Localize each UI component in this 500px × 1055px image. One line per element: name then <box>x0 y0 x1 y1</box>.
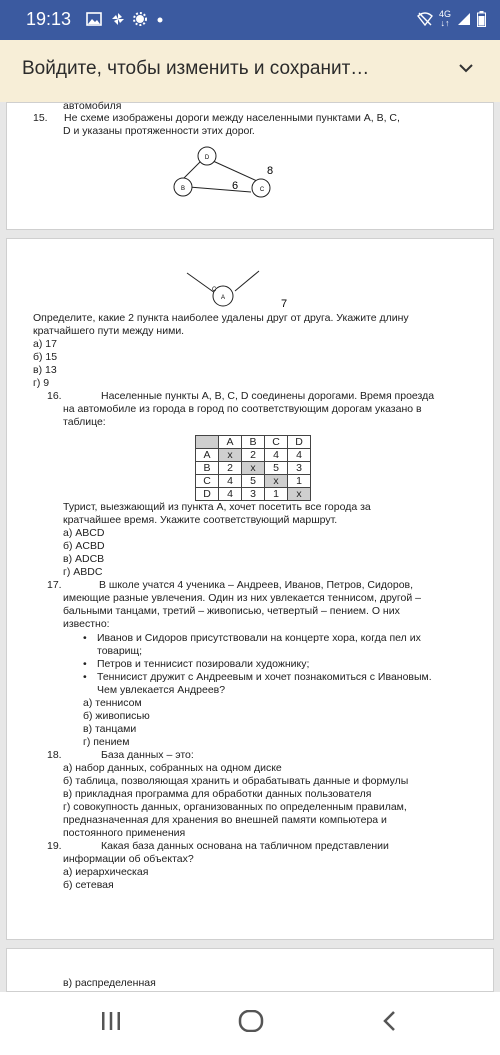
table-cell: x <box>288 488 311 501</box>
text-line: автомобиля <box>63 100 122 112</box>
question-text: Чем увлекается Андреев? <box>97 684 226 696</box>
table-row <box>196 462 311 475</box>
question-number: 19. <box>47 840 62 852</box>
answer-option: в) танцами <box>83 723 137 735</box>
question-text: Турист, выезжающий из пункта А, хочет посетить все города за <box>63 501 371 513</box>
network-type: 4G <box>438 9 451 19</box>
answer-option: а) теннисом <box>83 697 142 709</box>
table-row-header: C <box>196 475 219 488</box>
answer-option: б) ACBD <box>63 540 105 552</box>
settings-gear-icon <box>132 12 148 26</box>
back-icon[interactable] <box>380 1010 400 1032</box>
answer-option: а) набор данных, собранных на одном диске <box>63 762 282 774</box>
question-text: Какая база данных основана на табличном представлении <box>101 840 389 852</box>
signal-icon <box>457 12 471 26</box>
answer-option: в) ADCB <box>63 553 105 565</box>
table-cell: 1 <box>265 488 288 501</box>
table-row-header: B <box>196 462 219 475</box>
table-cell: x <box>242 462 265 475</box>
table-cell: 4 <box>265 449 288 462</box>
table-cell: 2 <box>219 462 242 475</box>
answer-option: г) ABDC <box>63 566 103 578</box>
table-header-cell: D <box>288 436 311 449</box>
question-text: В школе учатся 4 ученика – Андреев, Иванов, Петров, Сидоров, <box>99 579 414 591</box>
question-number: 16. <box>47 390 62 402</box>
table-header-cell: B <box>242 436 265 449</box>
edge-weight: 6 <box>232 180 239 192</box>
chevron-down-icon[interactable] <box>458 62 474 74</box>
question-number: 15. <box>33 112 48 124</box>
road-edge <box>189 187 251 192</box>
list-item <box>79 632 432 645</box>
answer-option: а) иерархическая <box>63 866 149 878</box>
navigation-bar <box>0 992 500 1055</box>
network-arrows: ↓↑ <box>440 18 450 28</box>
table-row <box>196 488 311 501</box>
table-header-cell: C <box>265 436 288 449</box>
question-text: База данных – это: <box>101 749 194 761</box>
question-text: кратчайшее время. Укажите соответствующий маршрут. <box>63 514 338 526</box>
table-header-cell: A <box>219 436 242 449</box>
answer-option: в) распределенная <box>63 977 156 989</box>
answer-option: в) 13 <box>33 364 57 376</box>
table-row <box>196 475 311 488</box>
answer-option: б) живописью <box>83 710 150 722</box>
wifi-off-icon <box>417 12 433 26</box>
gallery-icon <box>86 12 102 26</box>
list-item-text: Иванов и Сидоров присутствовали на концерте хора, когда пел их <box>97 632 421 644</box>
question-text: известно: <box>63 618 110 630</box>
table-cell: 5 <box>242 475 265 488</box>
answer-option: г) пением <box>83 736 130 748</box>
node-label-b: B <box>180 186 186 192</box>
recent-apps-icon[interactable] <box>100 1010 122 1032</box>
facts-list <box>79 632 432 684</box>
question-text: таблице: <box>63 416 106 428</box>
table-row-header: D <box>196 488 219 501</box>
question-text: имеющие разные увлечения. Один из них увлекается теннисом, другой – <box>63 592 421 604</box>
table-cell: 3 <box>242 488 265 501</box>
answer-option: г) 9 <box>33 377 50 389</box>
document-page-3 <box>6 948 494 992</box>
question-number: 17. <box>47 579 62 591</box>
question-text: Населенные пункты А, В, С, D соединены дорогами. Время проезда <box>101 390 435 402</box>
banner-text: Войдите, чтобы изменить и сохранит… <box>22 58 370 79</box>
table-row <box>196 449 311 462</box>
answer-option: а) ABCD <box>63 527 105 539</box>
home-icon[interactable] <box>238 1010 264 1032</box>
node-label-c: C <box>259 187 265 193</box>
list-item <box>79 671 432 684</box>
road-diagram-bottom <box>177 269 307 309</box>
road-edge <box>235 271 259 291</box>
table-cell: 4 <box>219 488 242 501</box>
question-text: Не схеме изображены дороги между населенными пунктами А, В, С, <box>64 112 400 124</box>
notification-dot-icon <box>156 12 164 26</box>
question-text: D и указаны протяженности этих дорог. <box>63 125 255 137</box>
list-item-text: товарищ; <box>97 645 143 657</box>
question-text: бальными танцами, третий – живописью, четвертый – пением. О них <box>63 605 400 617</box>
question-text: Определите, какие 2 пункта наиболее удалены друг от друга. Укажите длину <box>33 312 409 324</box>
node-label-d: D <box>204 155 210 161</box>
sign-in-banner[interactable] <box>0 40 500 102</box>
road-edge <box>213 161 257 181</box>
table-cell: x <box>219 449 242 462</box>
table-cell: 1 <box>288 475 311 488</box>
pinwheel-icon <box>110 12 126 26</box>
list-item-text: Теннисист дружит с Андреевым и хочет познакомиться с Ивановым. <box>97 671 432 683</box>
question-text: кратчайшего пути между ними. <box>33 325 185 337</box>
node-label-c-partial: C <box>212 287 217 293</box>
document-page-1 <box>6 102 494 230</box>
status-bar <box>0 0 500 40</box>
answer-option: постоянного применения <box>63 827 186 839</box>
answer-option: в) прикладная программа для обработки данных пользователя <box>63 788 372 800</box>
table-row-header: A <box>196 449 219 462</box>
battery-icon <box>477 11 486 27</box>
distance-table <box>195 435 311 501</box>
document-page-2 <box>6 238 494 940</box>
status-time: 19:13 <box>26 9 72 29</box>
road-diagram-top <box>157 141 297 203</box>
table-cell: 4 <box>288 449 311 462</box>
list-item <box>79 658 432 671</box>
edge-weight: 8 <box>267 165 274 177</box>
node-label-a: A <box>220 295 226 301</box>
answer-option: б) таблица, позволяющая хранить и обрабатывать данные и формулы <box>63 775 409 787</box>
table-cell: x <box>265 475 288 488</box>
list-item-continuation <box>79 645 432 658</box>
table-header-row <box>196 436 311 449</box>
answer-option: а) 17 <box>33 338 57 350</box>
table-cell: 3 <box>288 462 311 475</box>
network-indicator <box>439 10 451 28</box>
edge-weight: 7 <box>281 298 288 309</box>
table-cell: 4 <box>219 475 242 488</box>
road-edge <box>187 273 215 293</box>
answer-option: б) 15 <box>33 351 58 363</box>
answer-option: г) совокупность данных, организованных по определенным правилам, <box>63 801 407 813</box>
question-text: информации об объектах? <box>63 853 194 865</box>
table-cell <box>196 436 219 449</box>
table-cell: 5 <box>265 462 288 475</box>
answer-option: б) сетевая <box>63 879 114 891</box>
answer-option: предназначенная для хранения во внешней памяти компьютера и <box>63 814 387 826</box>
question-number: 18. <box>47 749 62 761</box>
list-item-text: Петров и теннисист позировали художнику; <box>97 658 310 670</box>
question-text: на автомобиле из города в город по соответствующим дорогам указано в <box>63 403 422 415</box>
table-cell: 2 <box>242 449 265 462</box>
